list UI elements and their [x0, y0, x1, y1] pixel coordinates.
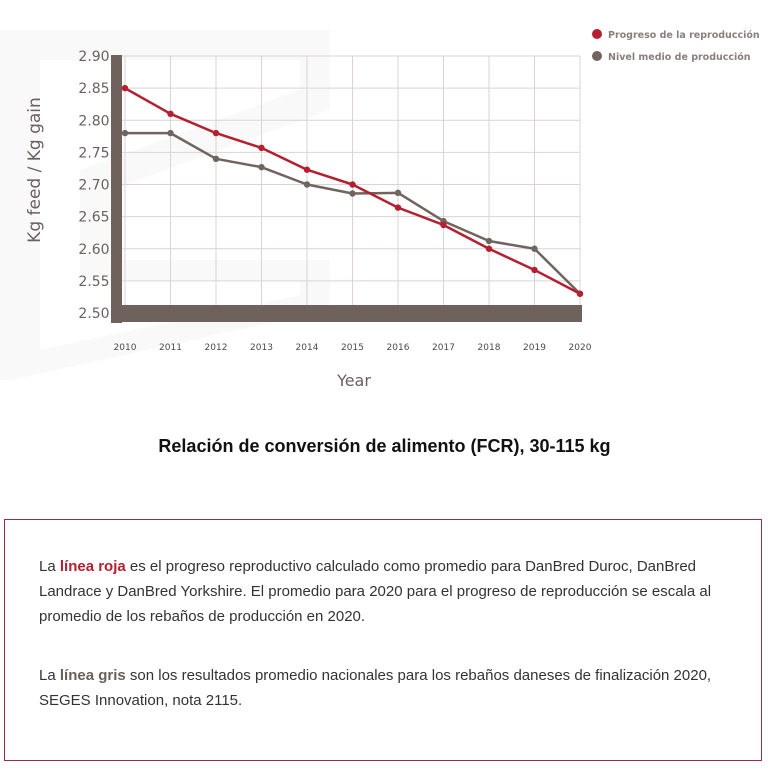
info-p1-prefix: La — [39, 558, 60, 575]
info-box — [4, 519, 762, 761]
data-point-red — [577, 291, 583, 297]
y-tick-label: 2.75 — [78, 145, 110, 162]
watermark-logo — [0, 30, 330, 380]
legend-label-red: Progreso de la reproducción — [608, 30, 760, 41]
y-tick-label: 2.70 — [78, 177, 110, 194]
info-p2-text: son los resultados promedio nacionales para los rebaños daneses de finalización 2020, SEGES Innovation, nota 2115. — [39, 667, 712, 709]
x-tick-label: 2018 — [477, 343, 501, 353]
y-tick-label: 2.80 — [78, 113, 110, 130]
x-axis-bar — [111, 305, 582, 322]
x-axis-label: Year — [337, 371, 371, 390]
info-p1-text: es el progreso reproductivo calculado como promedio para DanBred Duroc, DanBred Landrace y DanBred Yorkshire. El promedio para 2020 para el progreso de reproducción se escala al promedio de los rebaños de producción en 2020. — [39, 558, 712, 625]
x-tick-label: 2012 — [204, 343, 228, 353]
legend — [592, 29, 760, 63]
y-tick-label: 2.55 — [78, 273, 110, 290]
y-tick-label: 2.90 — [78, 49, 110, 65]
y-tick-label: 2.85 — [78, 81, 110, 98]
data-point-red — [167, 111, 173, 117]
info-paragraph-gray — [39, 663, 729, 713]
info-paragraph-red — [39, 554, 729, 629]
legend-marker-gray — [592, 51, 602, 61]
highlight-red-line: línea roja — [59, 558, 126, 575]
x-tick-label: 2014 — [295, 343, 319, 353]
data-point-gray — [395, 190, 401, 196]
data-point-red — [122, 85, 128, 91]
data-point-red — [304, 167, 310, 173]
y-tick-label: 2.60 — [78, 241, 110, 258]
chart-caption: Relación de conversión de alimento (FCR), 30-115 kg — [158, 436, 611, 456]
data-point-red — [440, 222, 446, 228]
data-point-gray — [486, 238, 492, 244]
y-tick-label: 2.50 — [78, 306, 110, 322]
data-point-red — [395, 204, 401, 210]
data-point-gray — [304, 181, 310, 187]
data-point-gray — [258, 164, 264, 170]
legend-marker-red — [592, 29, 602, 39]
data-point-red — [213, 130, 219, 136]
data-point-red — [486, 246, 492, 252]
x-tick-labels — [114, 343, 592, 353]
x-tick-label: 2020 — [568, 343, 592, 353]
data-point-red — [531, 267, 537, 273]
info-p2-prefix: La — [39, 667, 60, 684]
highlight-gray-line: línea gris — [59, 667, 126, 684]
y-tick-label: 2.65 — [78, 209, 110, 226]
x-tick-label: 2017 — [432, 343, 455, 353]
y-axis-bar — [111, 55, 122, 323]
x-tick-label: 2015 — [341, 343, 364, 353]
data-point-gray — [349, 190, 355, 196]
x-tick-label: 2019 — [523, 343, 546, 353]
data-point-gray — [167, 130, 173, 136]
y-axis-label: Kg feed / Kg gain — [25, 97, 45, 243]
legend-label-gray: Nivel medio de producción — [608, 52, 751, 63]
data-point-gray — [122, 130, 128, 136]
x-tick-label: 2010 — [113, 343, 137, 353]
data-point-red — [349, 181, 355, 187]
y-tick-labels — [78, 49, 109, 322]
x-tick-label: 2013 — [250, 343, 273, 353]
x-tick-label: 2011 — [159, 343, 182, 353]
data-point-gray — [213, 156, 219, 162]
data-point-gray — [531, 246, 537, 252]
x-tick-label: 2016 — [386, 343, 410, 353]
data-point-red — [258, 145, 264, 151]
